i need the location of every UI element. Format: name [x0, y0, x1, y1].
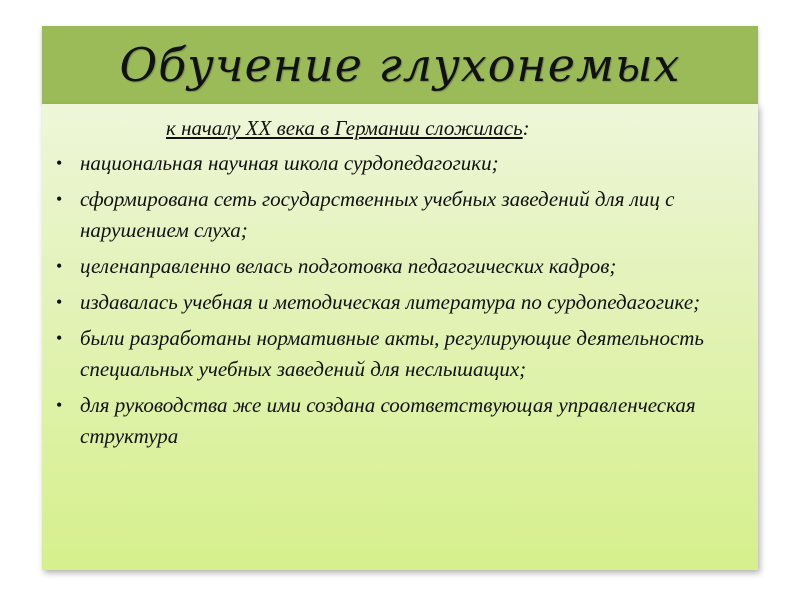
list-item — [56, 251, 728, 282]
list-item — [56, 390, 728, 452]
intro-line — [56, 112, 728, 144]
bullet-icon: • — [56, 395, 63, 415]
list-item — [56, 287, 728, 318]
bullet-icon: • — [56, 292, 63, 312]
intro-suffix: : — [522, 116, 530, 140]
list-item-text: национальная научная школа сурдопедагогики; — [80, 151, 499, 175]
list-item-text: были разработаны нормативные акты, регулирующие деятельность специальных учебных заведений для неслышащих; — [80, 326, 704, 381]
list-item — [56, 148, 728, 179]
list-item-text: целенаправленно велась подготовка педагогических кадров; — [80, 254, 617, 278]
list-item-text: издавалась учебная и методическая литература по сурдопедагогике; — [80, 290, 701, 314]
list-item — [56, 323, 728, 385]
bullet-icon: • — [56, 328, 63, 348]
content-box — [42, 104, 758, 570]
list-item-text: сформирована сеть государственных учебных заведений для лиц с нарушением слуха; — [80, 187, 675, 242]
bullet-icon: • — [56, 153, 63, 173]
bullet-icon: • — [56, 189, 63, 209]
list-item — [56, 184, 728, 246]
slide-title: Обучение глухонемых — [119, 38, 681, 92]
bullet-list — [56, 148, 728, 452]
intro-underlined-text: к началу XX века в Германии сложилась — [166, 116, 523, 140]
title-bar — [42, 26, 758, 104]
list-item-text: для руководства же ими создана соответствующая управленческая структура — [80, 393, 696, 448]
bullet-icon: • — [56, 256, 63, 276]
